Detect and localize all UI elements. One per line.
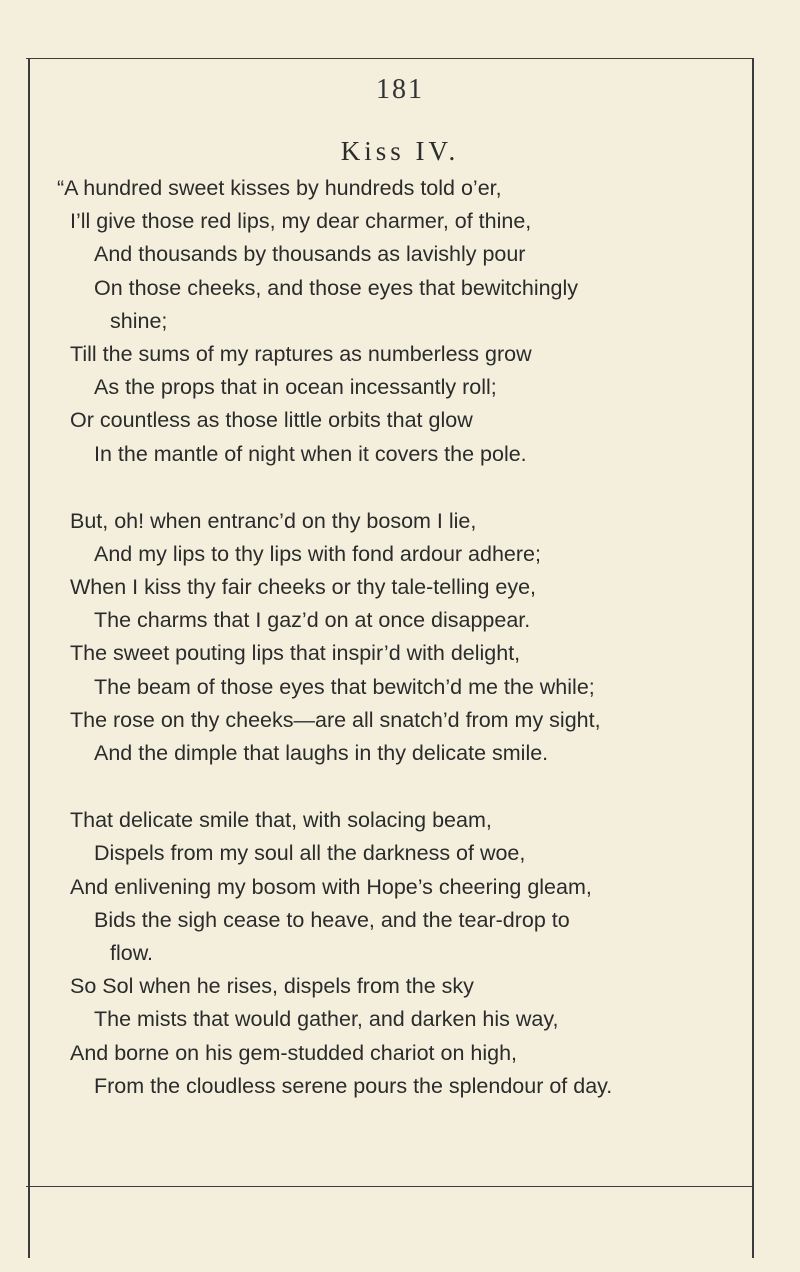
poem-line: I’ll give those red lips, my dear charmer, of thine, [70, 209, 532, 234]
poem-line: As the props that in ocean incessantly roll; [94, 375, 497, 400]
stanza-3 [70, 804, 750, 1103]
poem-line: And my lips to thy lips with fond ardour adhere; [94, 541, 541, 566]
poem-line: “A hundred sweet kisses by hundreds told o’er, [57, 176, 502, 200]
poem-line: Bids the sigh cease to heave, and the tear-drop to [94, 907, 570, 932]
poem-line: And thousands by thousands as lavishly pour [94, 242, 526, 267]
poem-line: On those cheeks, and those eyes that bewitchingly [94, 275, 579, 300]
poem-title: Kiss IV. [340, 136, 460, 166]
poem-line: And enlivening my bosom with Hope’s cheering gleam, [70, 874, 592, 899]
poem-line: And the dimple that laughs in thy delicate smile. [94, 741, 549, 765]
stanza-2 [70, 505, 750, 771]
top-rule [26, 58, 752, 59]
poem-line: The beam of those eyes that bewitch’d me the while; [94, 674, 595, 699]
poem-line: Or countless as those little orbits that glow [70, 408, 473, 433]
poem-line: From the cloudless serene pours the splendour of day. [94, 1073, 613, 1098]
poem-line: The rose on thy cheeks—are all snatch’d from my sight, [70, 707, 601, 732]
page-number: 181 [376, 74, 424, 105]
poem-line: So Sol when he rises, dispels from the sky [70, 974, 474, 999]
poem-line: The sweet pouting lips that inspir’d with delight, [70, 641, 521, 666]
poem-line: flow. [110, 940, 154, 965]
poem-line: The mists that would gather, and darken his way, [94, 1007, 559, 1032]
stanza-1 [57, 172, 750, 471]
poem-line: Till the sums of my raptures as numberless grow [70, 341, 532, 366]
poem-line: When I kiss thy fair cheeks or thy tale-telling eye, [70, 575, 537, 600]
poem-line: In the mantle of night when it covers the pole. [94, 441, 527, 466]
bottom-rule [26, 1186, 752, 1187]
poem-line: But, oh! when entranc’d on thy bosom I lie, [70, 508, 477, 533]
poem-line: And borne on his gem-studded chariot on high, [70, 1040, 518, 1065]
poem-line: Dispels from my soul all the darkness of woe, [94, 841, 526, 866]
poem-line: That delicate smile that, with solacing beam, [70, 808, 492, 833]
poem-line: The charms that I gaz’d on at once disappear. [94, 608, 531, 633]
poem-line: shine; [110, 308, 168, 333]
poem-body [57, 172, 750, 1137]
